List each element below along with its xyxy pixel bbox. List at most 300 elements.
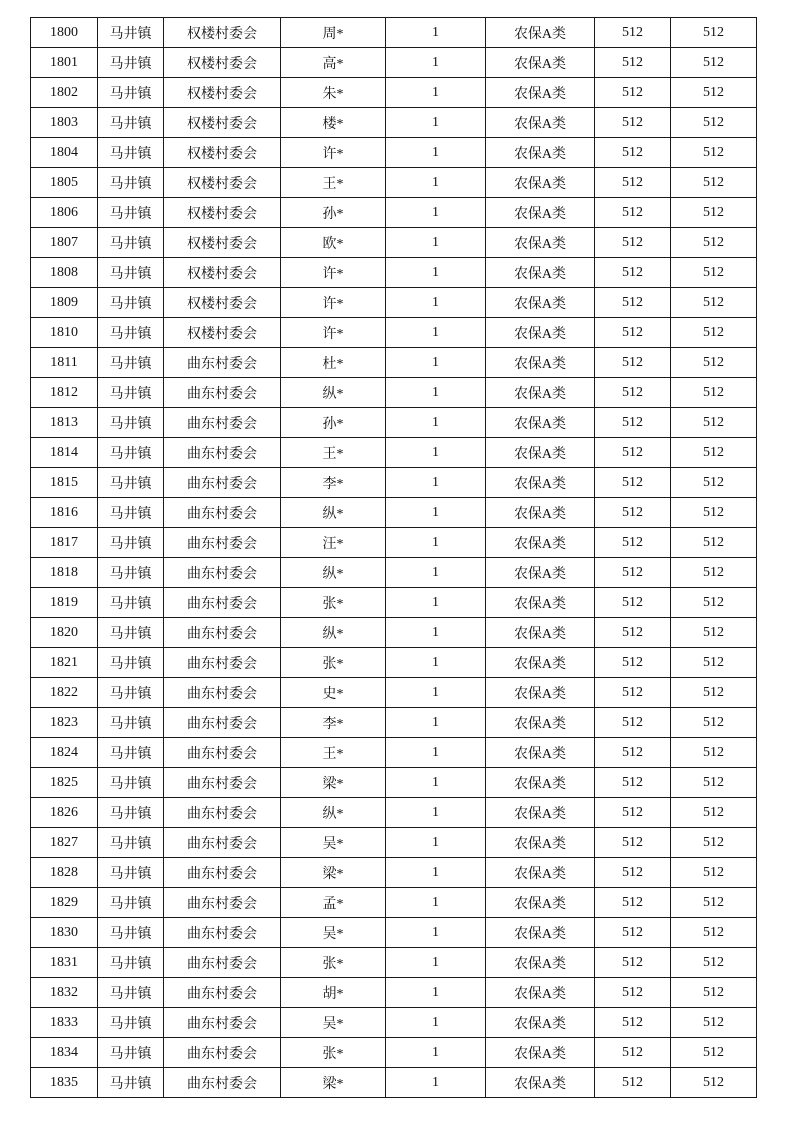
paid-amount-cell: 512 xyxy=(671,588,757,618)
paid-amount-cell: 512 xyxy=(671,378,757,408)
serial-number-cell: 1804 xyxy=(31,138,98,168)
paid-amount-cell: 512 xyxy=(671,288,757,318)
name-cell: 汪* xyxy=(281,528,386,558)
serial-number-cell: 1830 xyxy=(31,918,98,948)
village-committee-cell: 曲东村委会 xyxy=(164,618,281,648)
standard-amount-cell: 512 xyxy=(595,378,671,408)
category-cell: 农保A类 xyxy=(486,468,595,498)
serial-number-cell: 1812 xyxy=(31,378,98,408)
village-committee-cell: 权楼村委会 xyxy=(164,18,281,48)
village-committee-cell: 曲东村委会 xyxy=(164,648,281,678)
count-cell: 1 xyxy=(386,18,486,48)
count-cell: 1 xyxy=(386,918,486,948)
name-cell: 张* xyxy=(281,948,386,978)
table-row xyxy=(31,1068,757,1098)
name-cell: 史* xyxy=(281,678,386,708)
serial-number-cell: 1815 xyxy=(31,468,98,498)
paid-amount-cell: 512 xyxy=(671,468,757,498)
standard-amount-cell: 512 xyxy=(595,498,671,528)
town-cell: 马井镇 xyxy=(98,138,164,168)
count-cell: 1 xyxy=(386,78,486,108)
category-cell: 农保A类 xyxy=(486,1008,595,1038)
category-cell: 农保A类 xyxy=(486,798,595,828)
standard-amount-cell: 512 xyxy=(595,198,671,228)
table-row xyxy=(31,198,757,228)
table-row xyxy=(31,318,757,348)
name-cell: 梁* xyxy=(281,768,386,798)
paid-amount-cell: 512 xyxy=(671,528,757,558)
count-cell: 1 xyxy=(386,258,486,288)
village-committee-cell: 曲东村委会 xyxy=(164,1038,281,1068)
serial-number-cell: 1825 xyxy=(31,768,98,798)
serial-number-cell: 1832 xyxy=(31,978,98,1008)
paid-amount-cell: 512 xyxy=(671,678,757,708)
standard-amount-cell: 512 xyxy=(595,18,671,48)
village-committee-cell: 曲东村委会 xyxy=(164,558,281,588)
serial-number-cell: 1802 xyxy=(31,78,98,108)
category-cell: 农保A类 xyxy=(486,648,595,678)
standard-amount-cell: 512 xyxy=(595,768,671,798)
category-cell: 农保A类 xyxy=(486,858,595,888)
category-cell: 农保A类 xyxy=(486,288,595,318)
town-cell: 马井镇 xyxy=(98,528,164,558)
paid-amount-cell: 512 xyxy=(671,168,757,198)
standard-amount-cell: 512 xyxy=(595,828,671,858)
village-committee-cell: 曲东村委会 xyxy=(164,978,281,1008)
table-row xyxy=(31,708,757,738)
serial-number-cell: 1823 xyxy=(31,708,98,738)
table-row xyxy=(31,828,757,858)
standard-amount-cell: 512 xyxy=(595,648,671,678)
count-cell: 1 xyxy=(386,888,486,918)
category-cell: 农保A类 xyxy=(486,348,595,378)
paid-amount-cell: 512 xyxy=(671,708,757,738)
standard-amount-cell: 512 xyxy=(595,1038,671,1068)
name-cell: 李* xyxy=(281,708,386,738)
category-cell: 农保A类 xyxy=(486,498,595,528)
count-cell: 1 xyxy=(386,348,486,378)
table-row xyxy=(31,528,757,558)
name-cell: 孙* xyxy=(281,198,386,228)
town-cell: 马井镇 xyxy=(98,678,164,708)
standard-amount-cell: 512 xyxy=(595,258,671,288)
standard-amount-cell: 512 xyxy=(595,408,671,438)
serial-number-cell: 1827 xyxy=(31,828,98,858)
paid-amount-cell: 512 xyxy=(671,978,757,1008)
category-cell: 农保A类 xyxy=(486,48,595,78)
paid-amount-cell: 512 xyxy=(671,318,757,348)
paid-amount-cell: 512 xyxy=(671,948,757,978)
paid-amount-cell: 512 xyxy=(671,648,757,678)
count-cell: 1 xyxy=(386,738,486,768)
village-committee-cell: 曲东村委会 xyxy=(164,1008,281,1038)
paid-amount-cell: 512 xyxy=(671,918,757,948)
category-cell: 农保A类 xyxy=(486,588,595,618)
count-cell: 1 xyxy=(386,588,486,618)
name-cell: 张* xyxy=(281,648,386,678)
village-committee-cell: 曲东村委会 xyxy=(164,888,281,918)
category-cell: 农保A类 xyxy=(486,318,595,348)
village-committee-cell: 权楼村委会 xyxy=(164,318,281,348)
name-cell: 李* xyxy=(281,468,386,498)
town-cell: 马井镇 xyxy=(98,18,164,48)
count-cell: 1 xyxy=(386,978,486,1008)
serial-number-cell: 1819 xyxy=(31,588,98,618)
table-row xyxy=(31,288,757,318)
table-row xyxy=(31,738,757,768)
paid-amount-cell: 512 xyxy=(671,18,757,48)
count-cell: 1 xyxy=(386,948,486,978)
table-row xyxy=(31,48,757,78)
paid-amount-cell: 512 xyxy=(671,438,757,468)
town-cell: 马井镇 xyxy=(98,798,164,828)
standard-amount-cell: 512 xyxy=(595,618,671,648)
name-cell: 纵* xyxy=(281,378,386,408)
standard-amount-cell: 512 xyxy=(595,228,671,258)
serial-number-cell: 1824 xyxy=(31,738,98,768)
paid-amount-cell: 512 xyxy=(671,258,757,288)
town-cell: 马井镇 xyxy=(98,828,164,858)
category-cell: 农保A类 xyxy=(486,828,595,858)
count-cell: 1 xyxy=(386,468,486,498)
category-cell: 农保A类 xyxy=(486,978,595,1008)
name-cell: 王* xyxy=(281,738,386,768)
name-cell: 欧* xyxy=(281,228,386,258)
standard-amount-cell: 512 xyxy=(595,588,671,618)
town-cell: 马井镇 xyxy=(98,498,164,528)
standard-amount-cell: 512 xyxy=(595,858,671,888)
category-cell: 农保A类 xyxy=(486,528,595,558)
standard-amount-cell: 512 xyxy=(595,558,671,588)
name-cell: 梁* xyxy=(281,858,386,888)
name-cell: 孟* xyxy=(281,888,386,918)
village-committee-cell: 曲东村委会 xyxy=(164,528,281,558)
town-cell: 马井镇 xyxy=(98,288,164,318)
serial-number-cell: 1814 xyxy=(31,438,98,468)
category-cell: 农保A类 xyxy=(486,258,595,288)
name-cell: 纵* xyxy=(281,618,386,648)
table-row xyxy=(31,78,757,108)
table-row xyxy=(31,138,757,168)
count-cell: 1 xyxy=(386,48,486,78)
paid-amount-cell: 512 xyxy=(671,108,757,138)
town-cell: 马井镇 xyxy=(98,858,164,888)
village-committee-cell: 曲东村委会 xyxy=(164,768,281,798)
village-committee-cell: 曲东村委会 xyxy=(164,1068,281,1098)
name-cell: 纵* xyxy=(281,798,386,828)
serial-number-cell: 1816 xyxy=(31,498,98,528)
name-cell: 许* xyxy=(281,288,386,318)
village-committee-cell: 曲东村委会 xyxy=(164,588,281,618)
name-cell: 王* xyxy=(281,438,386,468)
serial-number-cell: 1801 xyxy=(31,48,98,78)
count-cell: 1 xyxy=(386,1008,486,1038)
standard-amount-cell: 512 xyxy=(595,138,671,168)
category-cell: 农保A类 xyxy=(486,228,595,258)
standard-amount-cell: 512 xyxy=(595,48,671,78)
village-committee-cell: 权楼村委会 xyxy=(164,168,281,198)
table-row xyxy=(31,438,757,468)
table-row xyxy=(31,588,757,618)
table-row xyxy=(31,258,757,288)
town-cell: 马井镇 xyxy=(98,438,164,468)
town-cell: 马井镇 xyxy=(98,318,164,348)
serial-number-cell: 1808 xyxy=(31,258,98,288)
standard-amount-cell: 512 xyxy=(595,888,671,918)
village-committee-cell: 权楼村委会 xyxy=(164,258,281,288)
table-row xyxy=(31,558,757,588)
count-cell: 1 xyxy=(386,768,486,798)
town-cell: 马井镇 xyxy=(98,228,164,258)
name-cell: 梁* xyxy=(281,1068,386,1098)
serial-number-cell: 1813 xyxy=(31,408,98,438)
category-cell: 农保A类 xyxy=(486,918,595,948)
category-cell: 农保A类 xyxy=(486,108,595,138)
serial-number-cell: 1833 xyxy=(31,1008,98,1038)
village-committee-cell: 曲东村委会 xyxy=(164,858,281,888)
standard-amount-cell: 512 xyxy=(595,108,671,138)
category-cell: 农保A类 xyxy=(486,138,595,168)
count-cell: 1 xyxy=(386,138,486,168)
town-cell: 马井镇 xyxy=(98,888,164,918)
standard-amount-cell: 512 xyxy=(595,918,671,948)
category-cell: 农保A类 xyxy=(486,78,595,108)
serial-number-cell: 1820 xyxy=(31,618,98,648)
name-cell: 吴* xyxy=(281,918,386,948)
table-row xyxy=(31,1038,757,1068)
table-row xyxy=(31,1008,757,1038)
count-cell: 1 xyxy=(386,198,486,228)
name-cell: 张* xyxy=(281,1038,386,1068)
name-cell: 楼* xyxy=(281,108,386,138)
table-row xyxy=(31,768,757,798)
serial-number-cell: 1818 xyxy=(31,558,98,588)
count-cell: 1 xyxy=(386,828,486,858)
name-cell: 杜* xyxy=(281,348,386,378)
name-cell: 朱* xyxy=(281,78,386,108)
town-cell: 马井镇 xyxy=(98,918,164,948)
table-row xyxy=(31,348,757,378)
count-cell: 1 xyxy=(386,318,486,348)
standard-amount-cell: 512 xyxy=(595,168,671,198)
name-cell: 高* xyxy=(281,48,386,78)
serial-number-cell: 1829 xyxy=(31,888,98,918)
serial-number-cell: 1828 xyxy=(31,858,98,888)
standard-amount-cell: 512 xyxy=(595,708,671,738)
village-committee-cell: 权楼村委会 xyxy=(164,138,281,168)
serial-number-cell: 1811 xyxy=(31,348,98,378)
table-row xyxy=(31,858,757,888)
town-cell: 马井镇 xyxy=(98,1008,164,1038)
table-row xyxy=(31,978,757,1008)
village-committee-cell: 曲东村委会 xyxy=(164,348,281,378)
village-committee-cell: 权楼村委会 xyxy=(164,108,281,138)
name-cell: 吴* xyxy=(281,828,386,858)
town-cell: 马井镇 xyxy=(98,408,164,438)
village-committee-cell: 权楼村委会 xyxy=(164,198,281,228)
name-cell: 周* xyxy=(281,18,386,48)
town-cell: 马井镇 xyxy=(98,168,164,198)
serial-number-cell: 1806 xyxy=(31,198,98,228)
category-cell: 农保A类 xyxy=(486,198,595,228)
paid-amount-cell: 512 xyxy=(671,48,757,78)
standard-amount-cell: 512 xyxy=(595,948,671,978)
village-committee-cell: 曲东村委会 xyxy=(164,498,281,528)
paid-amount-cell: 512 xyxy=(671,138,757,168)
town-cell: 马井镇 xyxy=(98,558,164,588)
category-cell: 农保A类 xyxy=(486,18,595,48)
paid-amount-cell: 512 xyxy=(671,348,757,378)
serial-number-cell: 1821 xyxy=(31,648,98,678)
category-cell: 农保A类 xyxy=(486,948,595,978)
standard-amount-cell: 512 xyxy=(595,1008,671,1038)
count-cell: 1 xyxy=(386,1068,486,1098)
standard-amount-cell: 512 xyxy=(595,1068,671,1098)
paid-amount-cell: 512 xyxy=(671,498,757,528)
category-cell: 农保A类 xyxy=(486,1038,595,1068)
table-row xyxy=(31,648,757,678)
standard-amount-cell: 512 xyxy=(595,78,671,108)
serial-number-cell: 1834 xyxy=(31,1038,98,1068)
village-committee-cell: 曲东村委会 xyxy=(164,408,281,438)
village-committee-cell: 曲东村委会 xyxy=(164,678,281,708)
paid-amount-cell: 512 xyxy=(671,888,757,918)
serial-number-cell: 1803 xyxy=(31,108,98,138)
count-cell: 1 xyxy=(386,708,486,738)
table-row xyxy=(31,228,757,258)
count-cell: 1 xyxy=(386,438,486,468)
village-committee-cell: 曲东村委会 xyxy=(164,468,281,498)
count-cell: 1 xyxy=(386,378,486,408)
town-cell: 马井镇 xyxy=(98,48,164,78)
table-row xyxy=(31,468,757,498)
village-committee-cell: 曲东村委会 xyxy=(164,948,281,978)
serial-number-cell: 1826 xyxy=(31,798,98,828)
table-row xyxy=(31,168,757,198)
category-cell: 农保A类 xyxy=(486,678,595,708)
town-cell: 马井镇 xyxy=(98,1038,164,1068)
table-row xyxy=(31,18,757,48)
standard-amount-cell: 512 xyxy=(595,468,671,498)
paid-amount-cell: 512 xyxy=(671,858,757,888)
town-cell: 马井镇 xyxy=(98,708,164,738)
village-committee-cell: 曲东村委会 xyxy=(164,438,281,468)
data-table xyxy=(30,17,757,1098)
count-cell: 1 xyxy=(386,618,486,648)
serial-number-cell: 1817 xyxy=(31,528,98,558)
village-committee-cell: 曲东村委会 xyxy=(164,918,281,948)
town-cell: 马井镇 xyxy=(98,618,164,648)
category-cell: 农保A类 xyxy=(486,168,595,198)
table-row xyxy=(31,378,757,408)
village-committee-cell: 曲东村委会 xyxy=(164,798,281,828)
standard-amount-cell: 512 xyxy=(595,978,671,1008)
paid-amount-cell: 512 xyxy=(671,1008,757,1038)
table-body xyxy=(31,18,757,1098)
name-cell: 许* xyxy=(281,258,386,288)
table-row xyxy=(31,798,757,828)
serial-number-cell: 1810 xyxy=(31,318,98,348)
category-cell: 农保A类 xyxy=(486,768,595,798)
table-row xyxy=(31,108,757,138)
name-cell: 纵* xyxy=(281,498,386,528)
count-cell: 1 xyxy=(386,858,486,888)
serial-number-cell: 1805 xyxy=(31,168,98,198)
count-cell: 1 xyxy=(386,528,486,558)
paid-amount-cell: 512 xyxy=(671,738,757,768)
town-cell: 马井镇 xyxy=(98,588,164,618)
name-cell: 许* xyxy=(281,318,386,348)
table-row xyxy=(31,948,757,978)
table-row xyxy=(31,678,757,708)
village-committee-cell: 权楼村委会 xyxy=(164,78,281,108)
standard-amount-cell: 512 xyxy=(595,528,671,558)
town-cell: 马井镇 xyxy=(98,468,164,498)
category-cell: 农保A类 xyxy=(486,438,595,468)
standard-amount-cell: 512 xyxy=(595,798,671,828)
count-cell: 1 xyxy=(386,288,486,318)
town-cell: 马井镇 xyxy=(98,1068,164,1098)
name-cell: 孙* xyxy=(281,408,386,438)
paid-amount-cell: 512 xyxy=(671,1068,757,1098)
paid-amount-cell: 512 xyxy=(671,408,757,438)
standard-amount-cell: 512 xyxy=(595,288,671,318)
town-cell: 马井镇 xyxy=(98,648,164,678)
village-committee-cell: 权楼村委会 xyxy=(164,48,281,78)
paid-amount-cell: 512 xyxy=(671,1038,757,1068)
name-cell: 吴* xyxy=(281,1008,386,1038)
name-cell: 张* xyxy=(281,588,386,618)
count-cell: 1 xyxy=(386,168,486,198)
count-cell: 1 xyxy=(386,558,486,588)
village-committee-cell: 权楼村委会 xyxy=(164,228,281,258)
paid-amount-cell: 512 xyxy=(671,768,757,798)
town-cell: 马井镇 xyxy=(98,198,164,228)
table-row xyxy=(31,918,757,948)
paid-amount-cell: 512 xyxy=(671,78,757,108)
standard-amount-cell: 512 xyxy=(595,678,671,708)
count-cell: 1 xyxy=(386,108,486,138)
town-cell: 马井镇 xyxy=(98,978,164,1008)
paid-amount-cell: 512 xyxy=(671,198,757,228)
town-cell: 马井镇 xyxy=(98,258,164,288)
serial-number-cell: 1835 xyxy=(31,1068,98,1098)
category-cell: 农保A类 xyxy=(486,558,595,588)
count-cell: 1 xyxy=(386,1038,486,1068)
count-cell: 1 xyxy=(386,678,486,708)
table-row xyxy=(31,618,757,648)
paid-amount-cell: 512 xyxy=(671,558,757,588)
name-cell: 王* xyxy=(281,168,386,198)
village-committee-cell: 曲东村委会 xyxy=(164,378,281,408)
count-cell: 1 xyxy=(386,498,486,528)
paid-amount-cell: 512 xyxy=(671,828,757,858)
standard-amount-cell: 512 xyxy=(595,738,671,768)
category-cell: 农保A类 xyxy=(486,888,595,918)
standard-amount-cell: 512 xyxy=(595,318,671,348)
category-cell: 农保A类 xyxy=(486,378,595,408)
town-cell: 马井镇 xyxy=(98,378,164,408)
count-cell: 1 xyxy=(386,798,486,828)
town-cell: 马井镇 xyxy=(98,738,164,768)
name-cell: 许* xyxy=(281,138,386,168)
category-cell: 农保A类 xyxy=(486,618,595,648)
serial-number-cell: 1800 xyxy=(31,18,98,48)
category-cell: 农保A类 xyxy=(486,708,595,738)
paid-amount-cell: 512 xyxy=(671,228,757,258)
town-cell: 马井镇 xyxy=(98,78,164,108)
count-cell: 1 xyxy=(386,648,486,678)
